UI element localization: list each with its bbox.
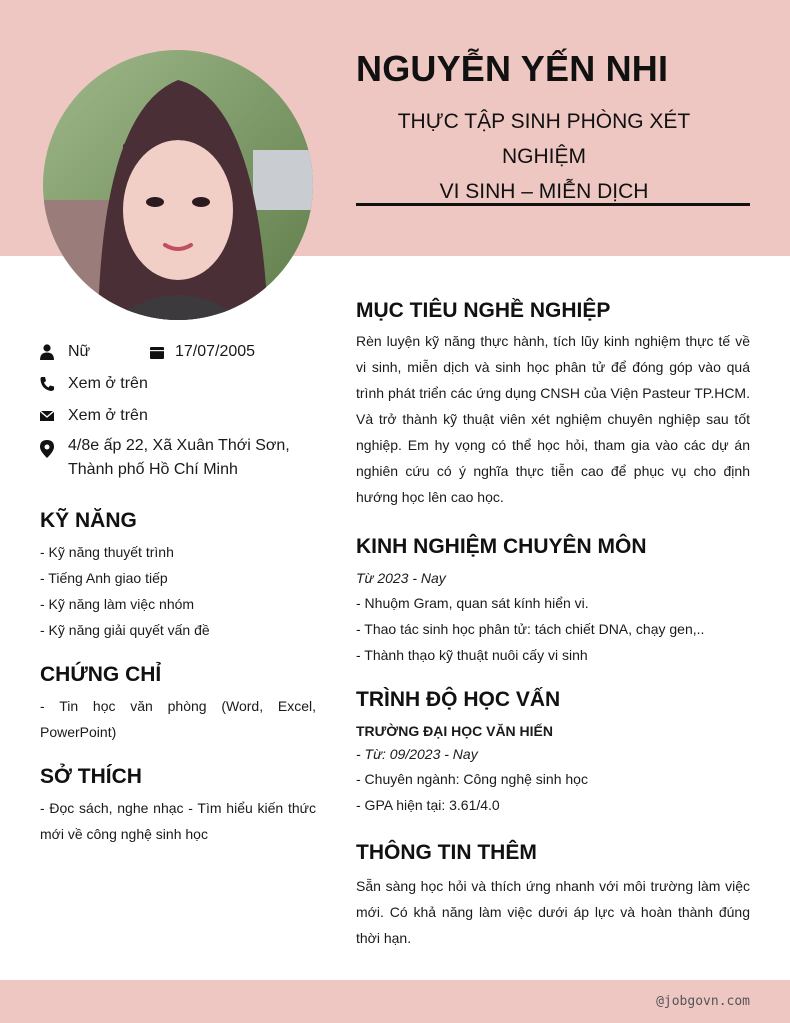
certificates-section <box>40 663 316 745</box>
skill-item: - Kỹ năng làm việc nhóm <box>40 596 195 612</box>
experience-section <box>356 535 750 668</box>
skill-item: - Kỹ năng thuyết trình <box>40 544 174 560</box>
candidate-name: NGUYỄN YẾN NHI <box>356 48 669 89</box>
additional-info-section <box>356 841 750 951</box>
education-heading: TRÌNH ĐỘ HỌC VẤN <box>356 688 561 711</box>
certificates-heading: CHỨNG CHỈ <box>40 663 162 686</box>
experience-item: - Nhuộm Gram, quan sát kính hiển vi. <box>356 595 589 611</box>
experience-item: - Thao tác sinh học phân tử: tách chiết DNA, chạy gen,.. <box>356 621 705 637</box>
address-value <box>68 434 328 482</box>
job-title <box>356 104 732 209</box>
hobbies-section <box>40 765 316 847</box>
education-section <box>356 688 750 818</box>
contact-row-email <box>40 404 330 436</box>
job-title-line-2: VI SINH – MIỄN DỊCH <box>439 180 649 203</box>
header-divider <box>356 203 750 206</box>
contact-row-personal <box>40 340 330 372</box>
email-value: Xem ở trên <box>68 407 148 424</box>
birthdate-group <box>150 340 330 372</box>
contact-info <box>40 340 330 486</box>
objective-text: Rèn luyện kỹ năng thực hành, tích lũy kinh nghiệm thực tế về vi sinh, miễn dịch và sinh học phân tử để đóng góp vào quá trình phát triển các ứng dụng CNSH của Viện Pasteur TP.HCM. Và trở thành kỹ thuật viên xét nghiệm chuyên nghiệp sau tốt nghiệp. Em hy vọng có thể học hỏi, tham gia vào các dự án nghiên cứu có ý nghĩa thực tiễn cao để phục vụ cho định hướng học lên cao học. <box>356 333 750 505</box>
additional-info-text: Sẵn sàng học hỏi và thích ứng nhanh với môi trường làm việc mới. Có khả năng làm việc dưới áp lực và hoàn thành đúng thời hạn. <box>356 878 750 946</box>
person-icon <box>40 344 54 360</box>
experience-item: - Thành thạo kỹ thuật nuôi cấy vi sinh <box>356 647 588 663</box>
phone-value: Xem ở trên <box>68 375 148 392</box>
experience-period: Từ 2023 - Nay <box>356 570 446 586</box>
objective-section <box>356 299 750 510</box>
hobbies-text: - Đọc sách, nghe nhạc - Tìm hiểu kiến thức mới về công nghệ sinh học <box>40 800 316 842</box>
skills-heading: KỸ NĂNG <box>40 509 137 532</box>
address-line-1: 4/8e ấp 22, Xã Xuân Thới Sơn, <box>68 437 290 454</box>
contact-row-address <box>40 436 330 486</box>
location-pin-icon <box>40 440 54 456</box>
job-title-line-1: THỰC TẬP SINH PHÒNG XÉT NGHIỆM <box>397 110 691 168</box>
hobbies-heading: SỞ THÍCH <box>40 765 142 788</box>
experience-heading: KINH NGHIỆM CHUYÊN MÔN <box>356 535 647 558</box>
school-name: TRƯỜNG ĐẠI HỌC VĂN HIẾN <box>356 723 554 739</box>
education-period: - Từ: 09/2023 - Nay <box>356 746 478 762</box>
skills-section <box>40 509 316 643</box>
gender-value: Nữ <box>68 343 91 360</box>
skill-item: - Tiếng Anh giao tiếp <box>40 570 168 586</box>
profile-photo <box>43 50 313 320</box>
phone-icon <box>40 376 54 392</box>
certificate-item: - Tin học văn phòng (Word, Excel, PowerPoint) <box>40 698 316 740</box>
objective-heading: MỤC TIÊU NGHỀ NGHIỆP <box>356 299 611 322</box>
education-item: - GPA hiện tại: 3.61/4.0 <box>356 797 500 813</box>
watermark: @jobgovn.com <box>656 994 750 1009</box>
calendar-icon <box>150 346 164 362</box>
additional-info-heading: THÔNG TIN THÊM <box>356 841 537 864</box>
email-icon <box>40 408 54 424</box>
contact-row-phone <box>40 372 330 404</box>
address-line-2: Thành phố Hồ Chí Minh <box>68 461 238 478</box>
education-item: - Chuyên ngành: Công nghệ sinh học <box>356 771 588 787</box>
birthdate-value: 17/07/2005 <box>175 343 256 360</box>
skill-item: - Kỹ năng giải quyết vấn đề <box>40 622 210 638</box>
